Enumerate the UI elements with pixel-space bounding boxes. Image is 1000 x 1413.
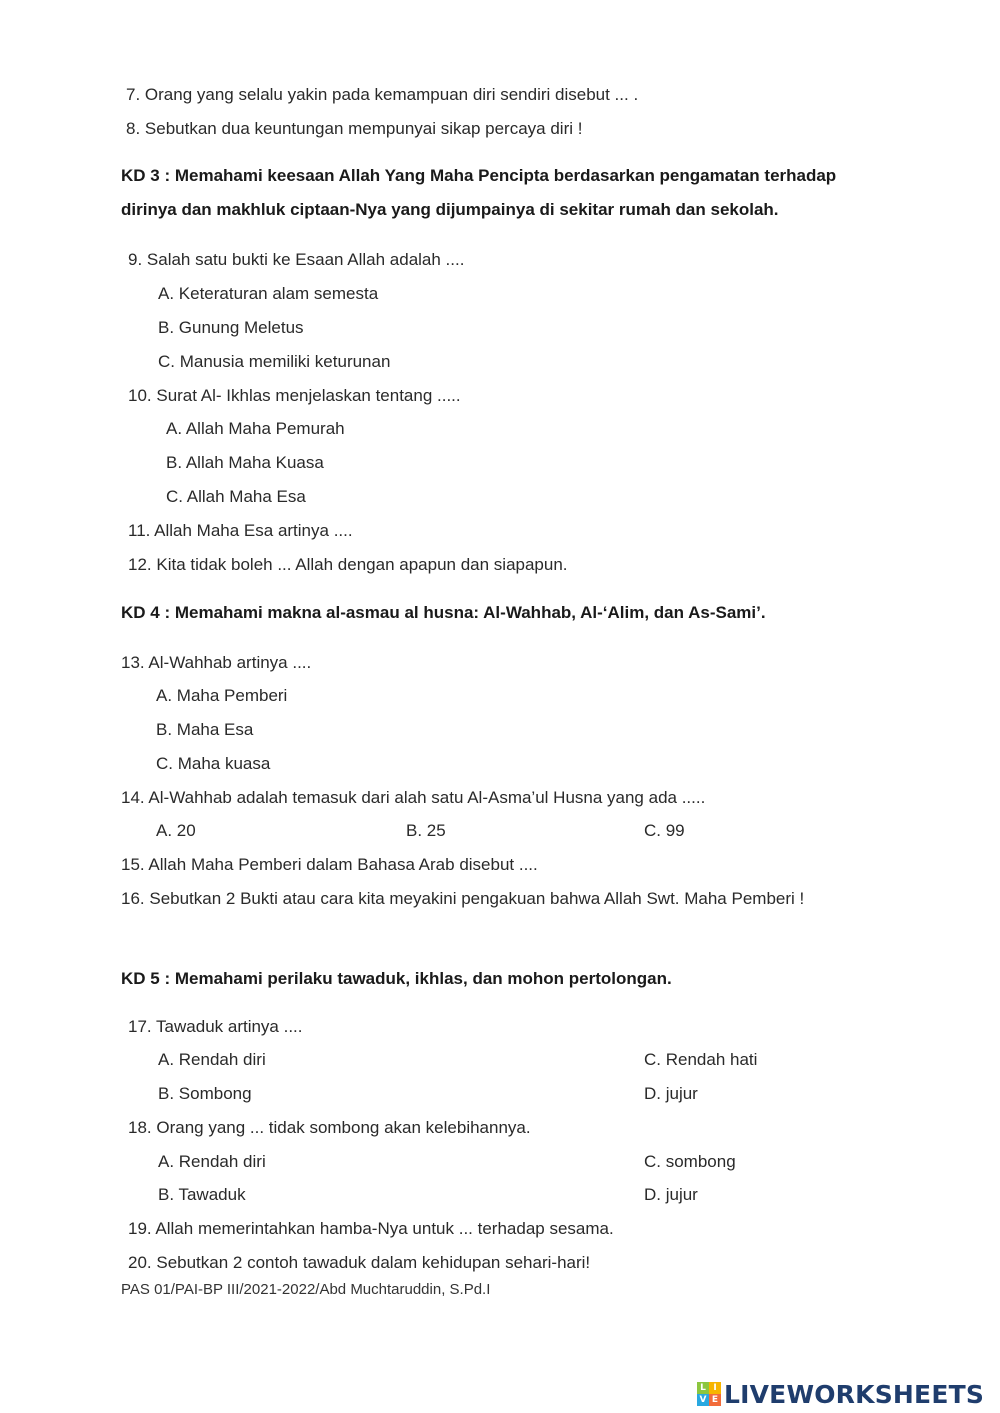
q10-option-c: C. Allah Maha Esa [166,487,306,506]
kd4-heading: KD 4 : Memahami makna al-asmau al husna: Al-Wahhab, Al-‘Alim, dan As-Sami’. [121,603,766,622]
logo-letter-i: I [709,1382,721,1394]
question-18: 18. Orang yang ... tidak sombong akan kelebihannya. [128,1118,531,1137]
q18-option-d: D. jujur [644,1185,698,1204]
question-10: 10. Surat Al- Ikhlas menjelaskan tentang ..... [128,386,461,405]
logo-letter-l: L [697,1382,709,1394]
q14-option-b: B. 25 [406,821,446,840]
q13-option-c: C. Maha kuasa [156,754,271,773]
question-7: 7. Orang yang selalu yakin pada kemampuan diri sendiri disebut ... . [126,85,639,104]
q18-option-b: B. Tawaduk [158,1185,246,1204]
kd3-heading-line2: dirinya dan makhluk ciptaan-Nya yang dijumpainya di sekitar rumah dan sekolah. [121,200,779,219]
question-9: 9. Salah satu bukti ke Esaan Allah adalah .... [128,250,465,269]
question-17: 17. Tawaduk artinya .... [128,1017,303,1036]
question-12: 12. Kita tidak boleh ... Allah dengan apapun dan siapapun. [128,555,568,574]
q17-option-b: B. Sombong [158,1084,252,1103]
kd3-heading-line1: KD 3 : Memahami keesaan Allah Yang Maha Pencipta berdasarkan pengamatan terhadap [121,166,837,185]
liveworksheets-logo [697,1379,984,1409]
question-15: 15. Allah Maha Pemberi dalam Bahasa Arab disebut .... [121,855,538,874]
document-footer: PAS 01/PAI-BP III/2021-2022/Abd Muchtaruddin, S.Pd.I [121,1281,491,1298]
question-19: 19. Allah memerintahkan hamba-Nya untuk ... terhadap sesama. [128,1219,614,1238]
question-8: 8. Sebutkan dua keuntungan mempunyai sikap percaya diri ! [126,119,583,138]
question-13: 13. Al-Wahhab artinya .... [121,653,312,672]
q9-option-a: A. Keteraturan alam semesta [158,284,379,303]
q10-option-a: A. Allah Maha Pemurah [166,419,345,438]
question-14: 14. Al-Wahhab adalah temasuk dari alah satu Al-Asma’ul Husna yang ada ..... [121,788,706,807]
q18-option-c: C. sombong [644,1152,736,1171]
kd5-heading: KD 5 : Memahami perilaku tawaduk, ikhlas, dan mohon pertolongan. [121,969,672,988]
liveworksheets-wordmark: LIVEWORKSHEETS [724,1379,985,1409]
q17-option-d: D. jujur [644,1084,698,1103]
q13-option-a: A. Maha Pemberi [156,686,288,705]
q18-option-a: A. Rendah diri [158,1152,266,1171]
question-11: 11. Allah Maha Esa artinya .... [128,521,353,540]
question-20: 20. Sebutkan 2 contoh tawaduk dalam kehidupan sehari-hari! [128,1253,591,1272]
q13-option-b: B. Maha Esa [156,720,254,739]
q14-option-c: C. 99 [644,821,685,840]
q14-option-a: A. 20 [156,821,196,840]
liveworksheets-logo-icon [697,1382,721,1406]
q17-option-c: C. Rendah hati [644,1050,758,1069]
q10-option-b: B. Allah Maha Kuasa [166,453,324,472]
q9-option-b: B. Gunung Meletus [158,318,304,337]
logo-letter-v: V [697,1394,709,1406]
question-16: 16. Sebutkan 2 Bukti atau cara kita meyakini pengakuan bahwa Allah Swt. Maha Pemberi ! [121,889,805,908]
logo-letter-e: E [709,1394,721,1406]
q9-option-c: C. Manusia memiliki keturunan [158,352,391,371]
q17-option-a: A. Rendah diri [158,1050,266,1069]
